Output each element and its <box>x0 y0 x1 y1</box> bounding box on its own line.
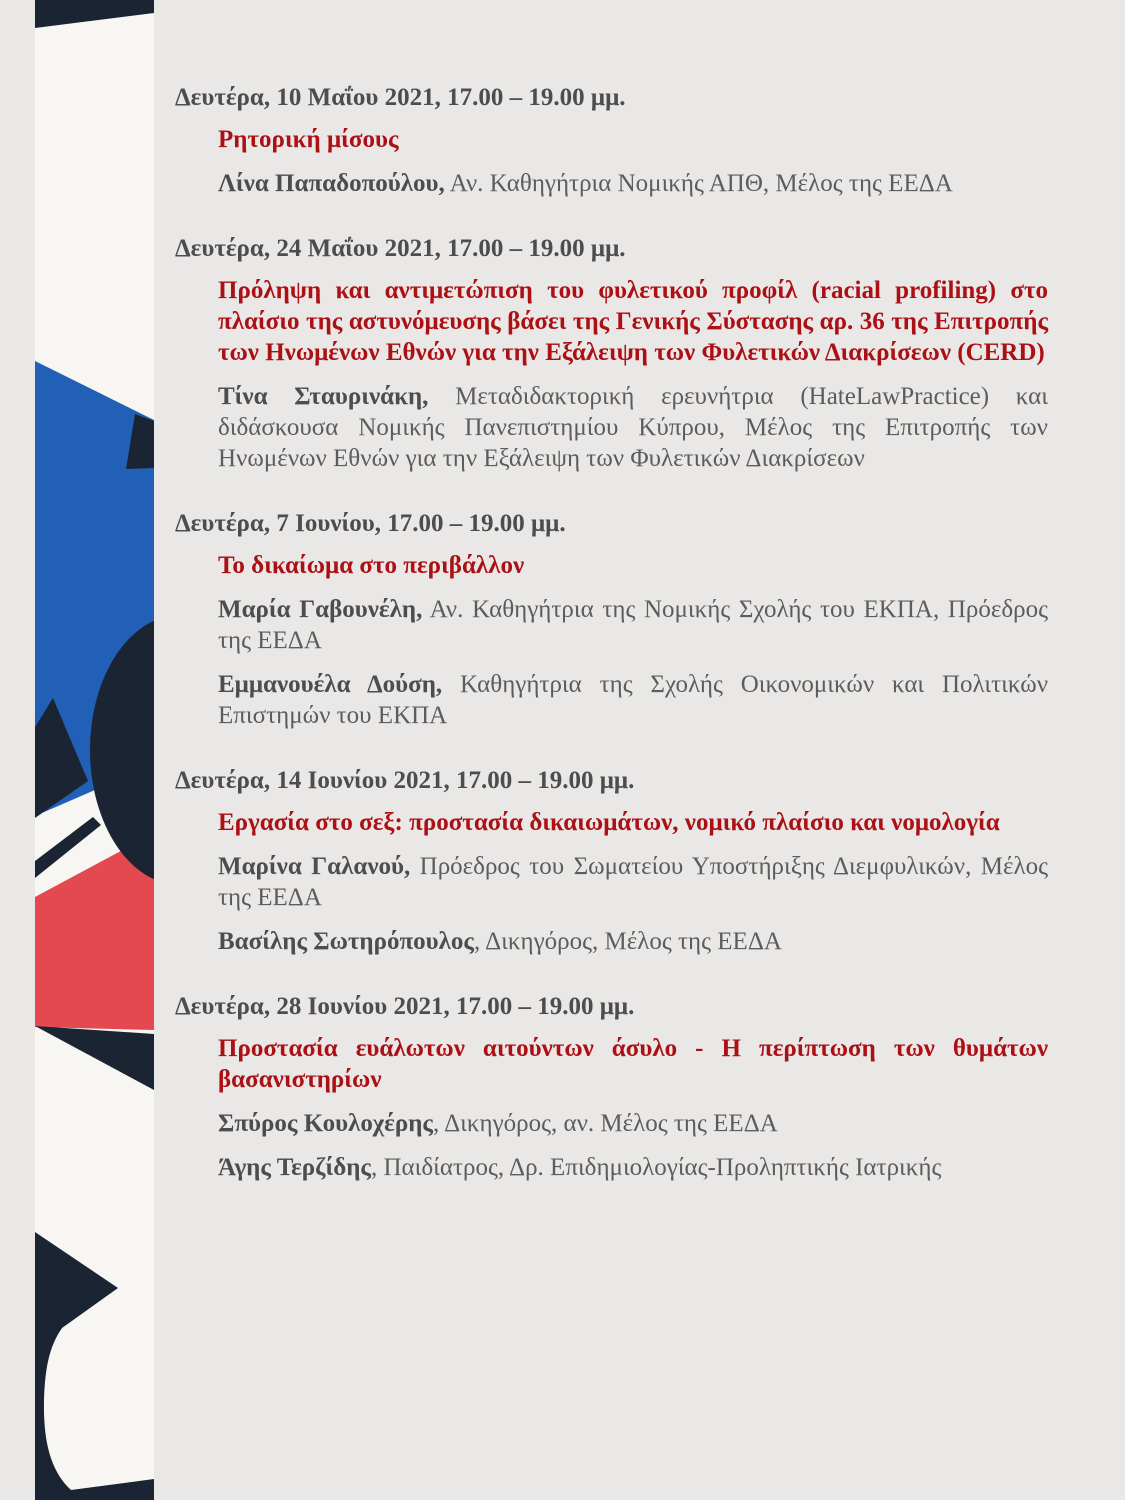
speaker-name: Εμμανουέλα Δούση, <box>218 671 443 698</box>
session-title: Το δικαίωμα στο περιβάλλον <box>218 552 525 579</box>
speaker-name: Άγης Τερζίδης <box>218 1154 371 1181</box>
session-title: Εργασία στο σεξ: προστασία δικαιωμάτων, νομικό πλαίσιο και νομολογία <box>218 809 1000 836</box>
speaker-name: Σπύρος Κουλοχέρης <box>218 1110 433 1137</box>
speaker-role: , Δικηγόρος, Μέλος της ΕΕΔΑ <box>473 928 782 955</box>
session-date: Δευτέρα, 7 Ιουνίου, 17.00 – 19.00 μμ. <box>175 510 566 537</box>
session-entry <box>175 508 1048 731</box>
speaker-name: Μαρία Γαβουνέλη, <box>218 596 423 623</box>
session-entry <box>175 233 1048 474</box>
speaker-role: Αν. Καθηγήτρια της Νομικής Σχολής του ΕΚΠΑ, Πρόεδρος της ΕΕΔΑ <box>218 596 1048 654</box>
speaker-role: Αν. Καθηγήτρια Νομικής ΑΠΘ, Μέλος της ΕΕΔΑ <box>444 170 953 197</box>
speaker-role: Μεταδιδακτορική ερευνήτρια (HateLawPractice) και διδάσκουσα Νομικής Πανεπιστημίου Κύπρου, Μέλος της Επιτροπής των Ηνωμένων Εθνών για την Εξάλειψη των Φυλετικών Διακρίσεων <box>218 383 1048 472</box>
session-speaker <box>218 926 1048 957</box>
session-entry <box>175 765 1048 957</box>
session-speaker <box>218 381 1048 474</box>
session-entry <box>175 82 1048 199</box>
session-speaker <box>218 594 1048 656</box>
session-title: Πρόληψη και αντιμετώπιση του φυλετικού προφίλ (racial profiling) στο πλαίσιο της αστυνόμευσης βάσει της Γενικής Σύστασης αρ. 36 της Επιτροπής των Ηνωμένων Εθνών για την Εξάλειψη των Φυλετικών Διακρίσεων (CERD) <box>218 277 1048 366</box>
session-date: Δευτέρα, 10 Μαΐου 2021, 17.00 – 19.00 μμ. <box>175 84 626 111</box>
speaker-name: Λίνα Παπαδοπούλου, <box>218 170 445 197</box>
session-speaker <box>218 1152 1048 1183</box>
session-entry <box>175 991 1048 1183</box>
session-speaker <box>218 851 1048 913</box>
session-title: Προστασία ευάλωτων αιτούντων άσυλο - Η περίπτωση των θυμάτων βασανιστηρίων <box>218 1035 1048 1093</box>
program-schedule <box>175 82 1048 1217</box>
cover-artwork <box>0 0 200 1500</box>
speaker-role: Καθηγήτρια της Σχολής Οικονομικών και Πολιτικών Επιστημών του ΕΚΠΑ <box>218 671 1048 729</box>
speaker-role: Πρόεδρος του Σωματείου Υποστήριξης Διεμφυλικών, Μέλος της ΕΕΔΑ <box>218 853 1048 911</box>
speaker-role: , Δικηγόρος, αν. Μέλος της ΕΕΔΑ <box>432 1110 778 1137</box>
session-speaker <box>218 168 1048 199</box>
session-speaker <box>218 669 1048 731</box>
session-date: Δευτέρα, 24 Μαΐου 2021, 17.00 – 19.00 μμ. <box>175 235 626 262</box>
session-speaker <box>218 1108 1048 1139</box>
speaker-name: Τίνα Σταυρινάκη, <box>218 383 429 410</box>
speaker-role: , Παιδίατρος, Δρ. Επιδημιολογίας-Προληπτικής Ιατρικής <box>370 1154 942 1181</box>
session-title: Ρητορική μίσους <box>218 126 399 153</box>
speaker-name: Βασίλης Σωτηρόπουλος <box>218 928 474 955</box>
session-date: Δευτέρα, 14 Ιουνίου 2021, 17.00 – 19.00 μμ. <box>175 767 635 794</box>
speaker-name: Μαρίνα Γαλανού, <box>218 853 411 880</box>
session-date: Δευτέρα, 28 Ιουνίου 2021, 17.00 – 19.00 μμ. <box>175 993 635 1020</box>
